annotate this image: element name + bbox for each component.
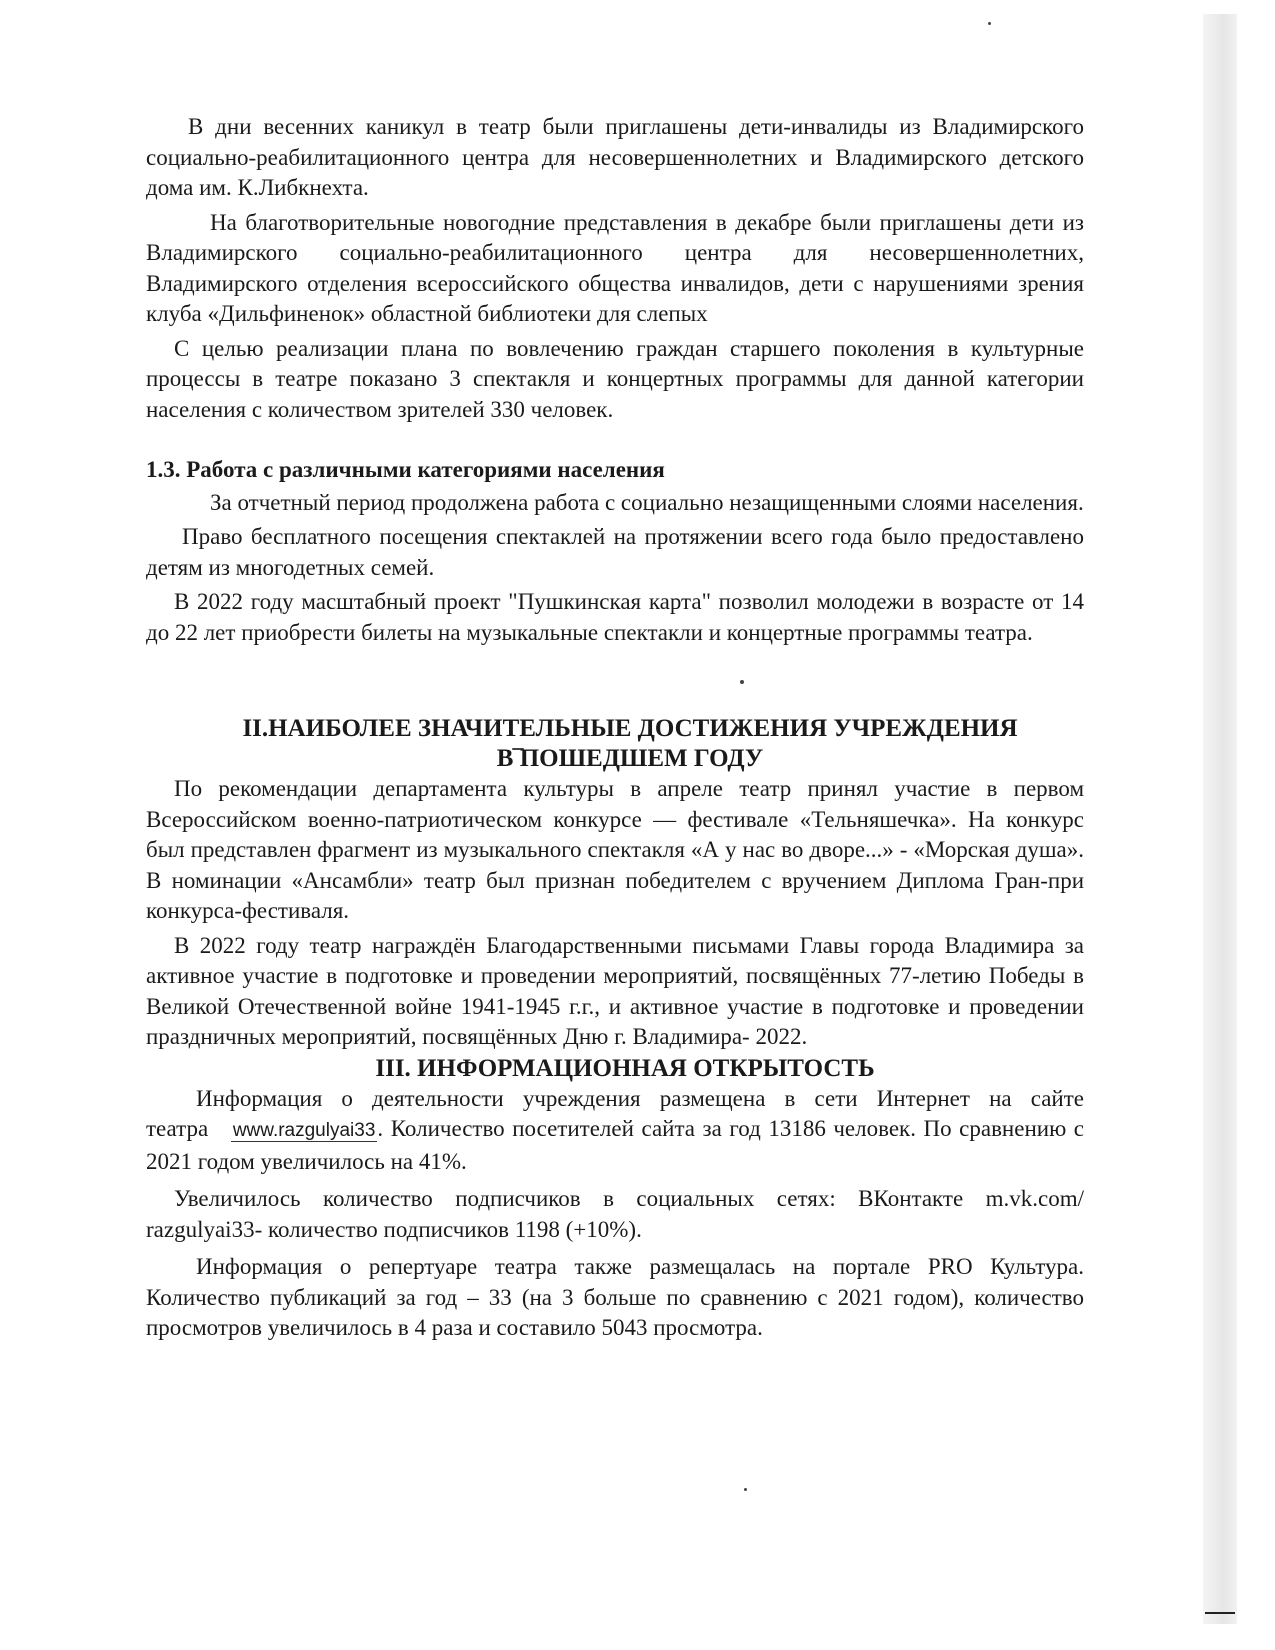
scan-mark [1205,1612,1235,1614]
paragraph-charity-performances: На благотворительные новогодние представления в декабре были приглашены дети из Владимирского социально-реабилитационного центра для несовершеннолетних, Владимирского отделения всероссийского общества инвалидов, дети с нарушениями зрения клуба «Дильфиненок» областной библиотеки для слепых [146,209,1084,326]
paragraph-free-visits: Право бесплатного посещения спектаклей на протяжении всего года было предоставлено детям из многодетных семей. [146,524,1084,580]
paragraph-spring-holidays: В дни весенних каникул в театр были приглашены дети-инвалиды из Владимирского социально-реабилитационного центра для несовершеннолетних и Владимирского детского дома им. К.Либкнехта. [146,114,1084,200]
heading-line-1: II.НАИБОЛЕЕ ЗНАЧИТЕЛЬНЫЕ ДОСТИЖЕНИЯ УЧРЕЖДЕНИЯ [242,715,1018,742]
paragraph-social-networks: Увеличилось количество подписчиков в социальных сетях: ВКонтакте m.vk.com/ razgulyai33- количество подписчиков 1198 (+10%). [146,1186,1084,1242]
document-page [146,112,1084,1344]
website-link[interactable]: www.razgulyai33 [232,1120,376,1141]
website-text-after: . Количество посетителей сайта за год 13186 человек. По сравнению с 2021 годом увеличилось на 41%. [146,1116,1085,1174]
scan-speck [744,1488,747,1491]
scan-speck [988,22,991,25]
paragraph-gratitude-letters: В 2022 году театр награждён Благодарственными письмами Главы города Владимира за активное участие в подготовке и проведении мероприятий, посвящённых 77-летию Победы в Великой Отечественной войне 1941-1945 г.г., и активное участие в подготовке и проведении праздничных мероприятий, посвящённых Дню г. Владимира- 2022. [146,932,1084,1049]
section-heading-1-3: 1.3. Работа с различными категориями населения [146,457,665,482]
paragraph-website [146,1084,1084,1178]
paragraph-pro-culture: Информация о репертуаре театра также размещалась на портале PRO Культура. Количество публикаций за год – 33 (на 3 больше по сравнению с 2021 годом), количество просмотров увеличилось в 4 раза и составило 5043 просмотра. [146,1254,1084,1340]
paragraph-pushkin-card: В 2022 году масштабный проект "Пушкинская карта" позволил молодежи в возрасте от 14 до 22 лет приобрести билеты на музыкальные спектакли и концертные программы театра. [146,589,1084,645]
paragraph-festival: По рекомендации департамента культуры в апреле театр принял участие в первом Всероссийском военно-патриотическом конкурсе — фестивале «Тельняшечка». На конкурс был представлен фрагмент из музыкального спектакля «А у нас во дворе...» - «Морская душа». В номинации «Ансамбли» театр был признан победителем с вручением Диплома Гран-при конкурса-фестиваля. [146,776,1084,923]
paragraph-socially-unprotected: За отчетный период продолжена работа с социально незащищенными слоями населения. [210,489,1084,515]
website-text-before: Информация о деятельности учреждения размещена в сети Интернет на сайте театра [146,1085,1084,1141]
heading-line-2: В ПОШЕДШЕМ ГОДУ [496,745,764,772]
scan-edge [1203,14,1237,1624]
section-heading-achievements [146,714,1084,774]
paragraph-senior-citizens: С целью реализации плана по вовлечению граждан старшего поколения в культурные процессы в театре показано 3 спектакля и концертных программы для данной категории населения с количеством зрителей 330 человек. [146,335,1084,422]
section-heading-info-openness: III. ИНФОРМАЦИОННАЯ ОТКРЫТОСТЬ [375,1054,875,1082]
